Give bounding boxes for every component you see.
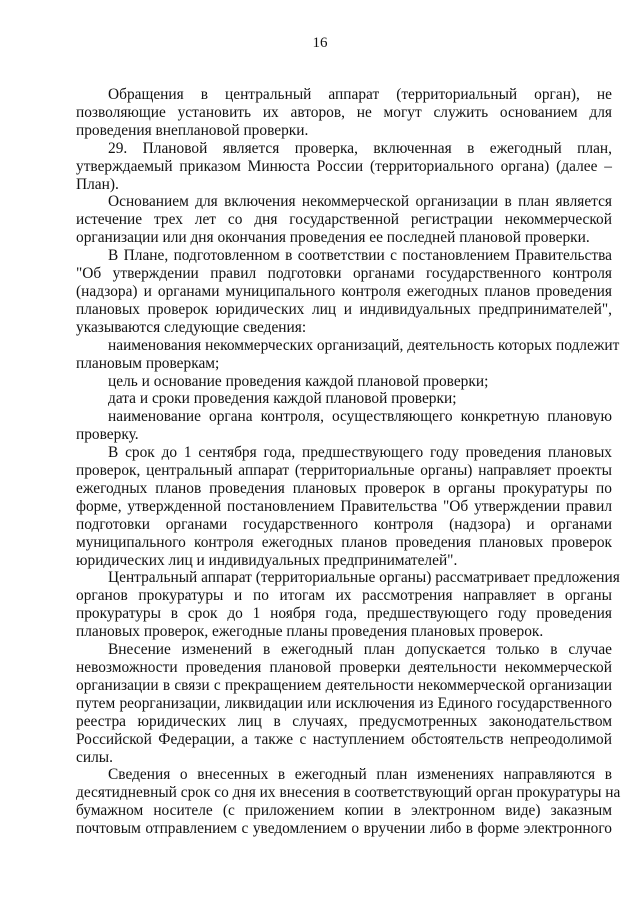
text-line: наименования некоммерческих организаций, деятельность которых подлежит: [108, 336, 620, 354]
text-line: дата и сроки проведения каждой плановой проверки;: [108, 390, 457, 408]
text-line: бумажном носителе (с приложением копии в электронном виде) заказным: [76, 802, 612, 820]
text-line: Российской Федерации, а также с наступлением обстоятельств непреодолимой: [76, 730, 612, 748]
paragraph: [76, 444, 612, 569]
text-line: прокуратуры в срок до 1 ноября года, предшествующего году проведения: [76, 605, 612, 623]
text-line: наименование органа контроля, осуществляющего конкретную плановую: [108, 408, 612, 426]
text-line: Основанием для включения некоммерческой организации в план является: [108, 193, 612, 211]
text-line: силы.: [76, 748, 113, 766]
paragraph: [76, 140, 612, 194]
paragraph: [76, 193, 612, 247]
text-line: муниципального контроля ежегодных планов проведения плановых проверок: [76, 533, 612, 551]
text-line: ежегодных планов проведения плановых проверок в органы прокуратуры по: [76, 479, 612, 497]
text-line: (надзора) и органами муниципального контроля ежегодных планов проведения: [76, 282, 612, 300]
text-line: невозможности проведения плановой проверки деятельности некоммерческой: [76, 659, 612, 676]
text-line: указываются следующие сведения:: [76, 318, 307, 336]
text-line: Сведения о внесенных в ежегодный план изменениях направляются в: [108, 766, 612, 784]
text-line: плановым проверкам;: [76, 354, 220, 372]
paragraph: [76, 336, 620, 373]
paragraph: [76, 86, 612, 140]
text-line: почтовым отправлением с уведомлением о вручении либо в форме электронного: [76, 820, 612, 838]
text-line: реестра юридических лиц в случаях, предусмотренных законодательством: [76, 712, 612, 730]
paragraph: [76, 373, 612, 391]
document-body: [76, 86, 621, 838]
text-line: План).: [76, 175, 119, 193]
text-line: форме, утвержденной постановлением Правительства "Об утверждении правил: [76, 497, 612, 515]
text-line: "Об утверждении правил подготовки органами государственного контроля: [76, 265, 612, 283]
text-line: десятидневный срок со дня их внесения в соответствующий орган прокуратуры на: [76, 784, 621, 802]
text-line: проверок, центральный аппарат (территориальные органы) направляет проекты: [76, 462, 612, 480]
paragraph: [76, 766, 621, 838]
paragraph: [76, 641, 612, 766]
text-line: 29. Плановой является проверка, включенная в ежегодный план,: [108, 139, 612, 157]
text-line: юридических лиц и индивидуальных предпринимателей".: [76, 551, 458, 569]
text-line: путем реорганизации, ликвидации или исключения из Единого государственного: [76, 694, 612, 712]
text-line: В Плане, подготовленном в соответствии с постановлением Правительства: [108, 247, 612, 265]
text-line: истечение трех лет со дня государственной регистрации некоммерческой: [76, 211, 612, 229]
text-line: Центральный аппарат (территориальные органы) рассматривает предложения: [108, 569, 620, 587]
text-line: В срок до 1 сентября года, предшествующего году проведения плановых: [108, 444, 612, 462]
text-line: цель и основание проведения каждой плановой проверки;: [108, 372, 489, 390]
paragraph: [76, 247, 612, 337]
paragraph: [76, 390, 612, 408]
text-line: органов прокуратуры и по итогам их рассмотрения направляет в органы: [76, 587, 612, 605]
text-line: Обращения в центральный аппарат (территориальный орган), не: [108, 86, 612, 103]
page-number: 16: [312, 35, 328, 51]
text-line: подготовки органами государственного контроля (надзора) и органами: [76, 515, 612, 533]
text-line: позволяющие установить их авторов, не могут служить основанием для: [76, 103, 612, 121]
text-line: проведения внеплановой проверки.: [76, 121, 309, 139]
text-line: утверждаемый приказом Минюста России (территориального органа) (далее –: [76, 157, 612, 175]
text-line: плановых проверок юридических лиц и индивидуальных предпринимателей",: [76, 300, 612, 318]
paragraph: [76, 408, 612, 444]
paragraph: [76, 569, 620, 641]
text-line: организации или дня окончания проведения ее последней плановой проверки.: [76, 229, 590, 247]
text-line: организации в связи с прекращением деятельности некоммерческой организации: [76, 676, 612, 694]
text-line: плановых проверок, ежегодные планы проведения плановых проверок.: [76, 623, 544, 641]
text-line: Внесение изменений в ежегодный план допускается только в случае: [108, 641, 612, 659]
text-line: проверку.: [76, 426, 139, 444]
